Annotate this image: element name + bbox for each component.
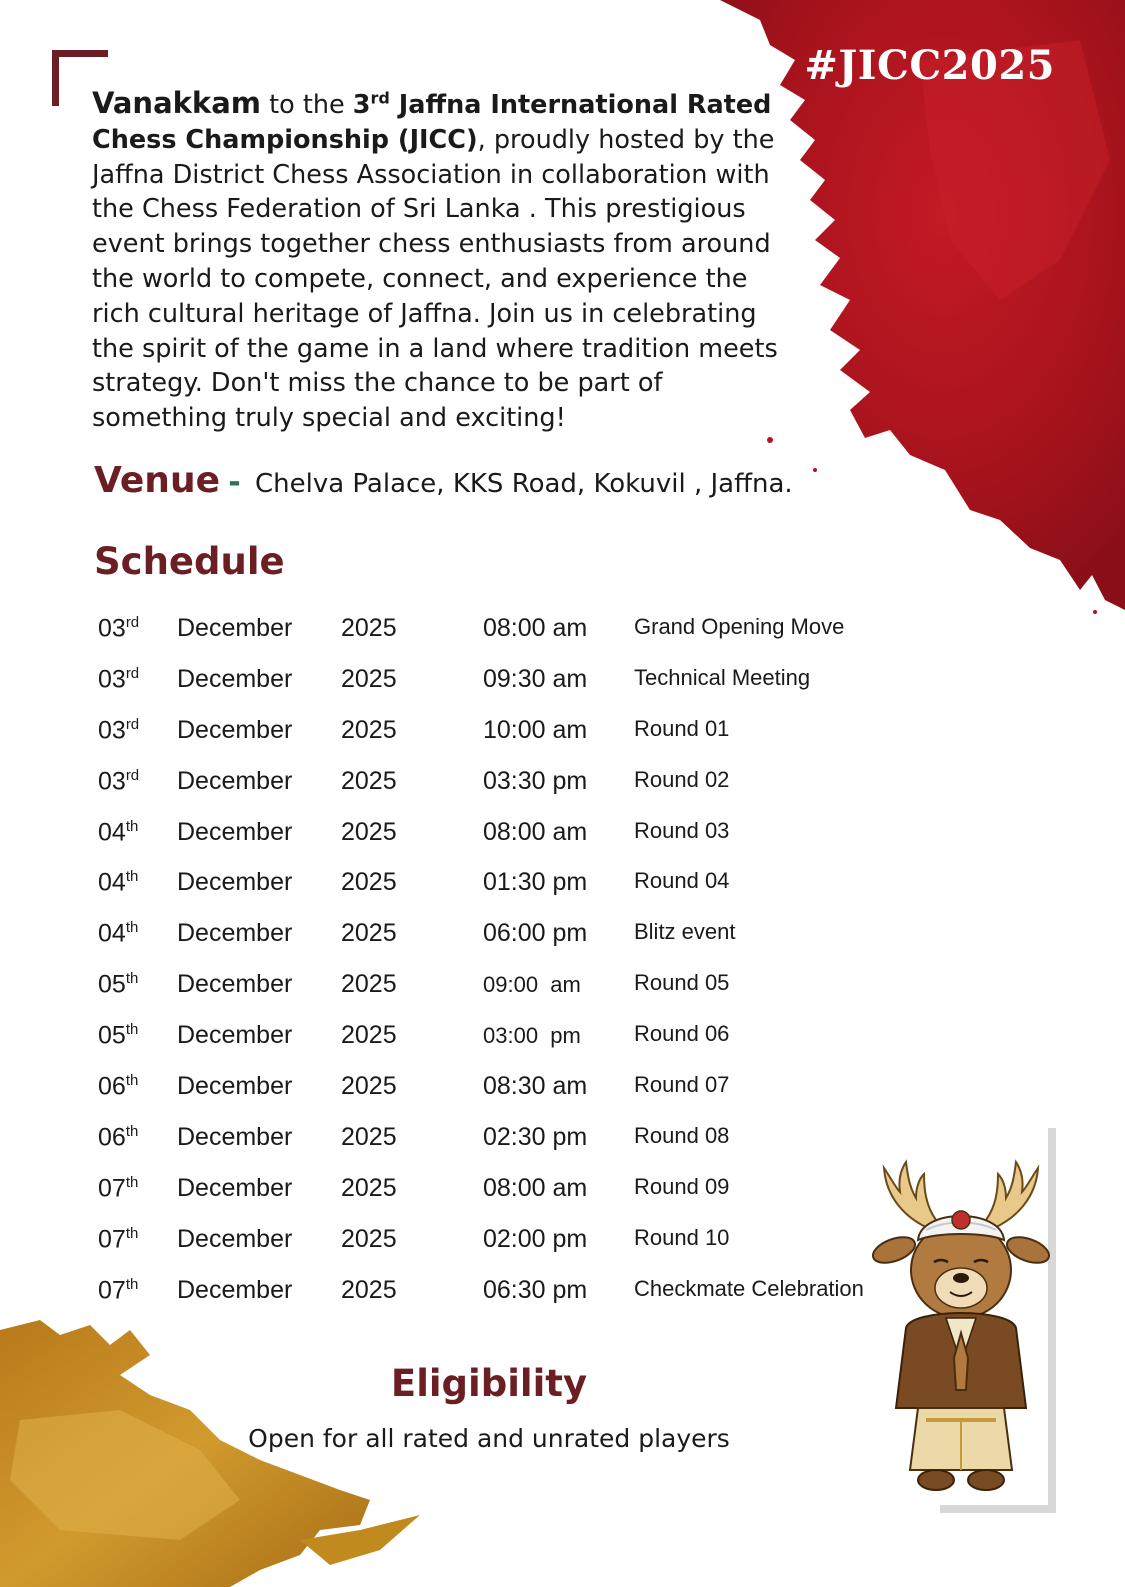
schedule-row (98, 1270, 918, 1321)
schedule-year: 2025 (341, 1122, 397, 1151)
day-number: 04 (98, 919, 126, 948)
eligibility-title: Eligibility (390, 1362, 588, 1405)
venue-line (94, 460, 793, 501)
schedule-row (98, 1015, 918, 1066)
day-number: 07 (98, 1174, 126, 1203)
schedule-event: Round 04 (634, 868, 730, 894)
schedule-month: December (177, 970, 293, 999)
venue-address: Chelva Palace, KKS Road, Kokuvil , Jaffna. (254, 469, 793, 499)
schedule-day (98, 665, 139, 694)
day-number: 07 (98, 1275, 126, 1304)
schedule-time: 03:30 pm (483, 766, 588, 795)
schedule-title: Schedule (94, 540, 285, 583)
schedule-month: December (177, 817, 293, 846)
day-number: 03 (98, 614, 126, 643)
schedule-event: Round 09 (634, 1173, 730, 1199)
schedule-month: December (177, 715, 293, 744)
schedule-row (98, 1117, 918, 1168)
day-number: 04 (98, 868, 126, 897)
schedule-year: 2025 (341, 766, 397, 795)
schedule-time: 09:30 am (483, 664, 588, 693)
day-number: 04 (98, 817, 126, 846)
schedule-event: Round 07 (634, 1072, 730, 1098)
schedule-time: 08:00 am (483, 817, 588, 846)
day-suffix: th (125, 1173, 139, 1191)
day-number: 03 (98, 665, 126, 694)
schedule-month: December (177, 919, 293, 948)
day-suffix: th (125, 970, 139, 988)
day-suffix: th (125, 919, 139, 937)
schedule-day (98, 1072, 138, 1101)
schedule-day (98, 1123, 138, 1152)
schedule-row (98, 1219, 918, 1270)
day-number: 06 (98, 1072, 126, 1101)
day-suffix: rd (125, 614, 140, 631)
schedule-row (98, 761, 918, 812)
schedule-month: December (177, 1072, 293, 1101)
schedule-month: December (177, 614, 293, 642)
deer-mascot-image (866, 1158, 1056, 1498)
schedule-time: 08:00 am (483, 614, 588, 642)
schedule-event: Round 08 (634, 1122, 730, 1148)
ordinal-suffix: rd (370, 88, 390, 108)
day-number: 07 (98, 1225, 126, 1254)
schedule-month: December (177, 766, 293, 795)
schedule-day (98, 1174, 138, 1203)
schedule-year: 2025 (341, 664, 397, 693)
schedule-month: December (177, 1224, 293, 1253)
schedule-year: 2025 (341, 919, 397, 948)
schedule-day (98, 818, 138, 847)
schedule-year: 2025 (341, 1173, 397, 1202)
schedule-event: Round 06 (634, 1021, 730, 1047)
schedule-event: Round 01 (634, 715, 730, 741)
intro-text-2: , proudly hosted by the Jaffna District Chess Association in collaboration with the Chess Federation of Sri Lanka . This prestigious event brings together chess enthusiasts from around the world to compete, connect, and experience the rich cultural heritage of Jaffna. Join us in celebrating the spirit of the game in a land where tradition meets strategy. Don't miss the chance to be part of something truly special and exciting! (92, 124, 778, 434)
day-suffix: th (125, 1224, 139, 1242)
schedule-day (98, 767, 139, 796)
intro-text-1: to the (261, 90, 353, 120)
day-suffix: th (125, 1021, 139, 1039)
schedule-row (98, 1168, 918, 1219)
schedule-event: Round 02 (634, 766, 730, 792)
schedule-table (98, 608, 918, 1320)
schedule-row (98, 659, 918, 710)
day-suffix: th (125, 1275, 139, 1293)
venue-label: Venue (94, 460, 220, 501)
schedule-day (98, 1276, 138, 1305)
schedule-time: 03:00 pm (483, 1023, 581, 1049)
day-number: 03 (98, 716, 126, 745)
schedule-day (98, 716, 139, 745)
schedule-row (98, 812, 918, 863)
schedule-day (98, 1225, 138, 1254)
schedule-row (98, 608, 918, 659)
schedule-month: December (177, 1275, 293, 1304)
schedule-time: 08:30 am (483, 1072, 588, 1101)
schedule-day (98, 919, 138, 948)
schedule-time: 08:00 am (483, 1173, 588, 1202)
schedule-time: 02:00 pm (483, 1224, 588, 1253)
greeting: Vanakkam (92, 86, 262, 120)
ordinal-number: 3 (352, 90, 371, 120)
schedule-event: Grand Opening Move (634, 614, 845, 639)
intro-paragraph (92, 86, 782, 436)
schedule-month: December (177, 1021, 293, 1050)
schedule-row (98, 710, 918, 761)
schedule-day (98, 868, 138, 897)
schedule-year: 2025 (341, 1224, 397, 1253)
venue-dash: - (228, 465, 241, 500)
schedule-event: Round 03 (634, 817, 730, 843)
schedule-time: 10:00 am (483, 715, 588, 744)
day-suffix: th (125, 1122, 139, 1140)
day-number: 05 (98, 1021, 126, 1050)
day-number: 05 (98, 970, 126, 999)
schedule-month: December (177, 1173, 293, 1202)
schedule-day (98, 614, 139, 643)
schedule-event: Round 10 (634, 1224, 730, 1250)
schedule-year: 2025 (341, 614, 397, 642)
day-number: 03 (98, 767, 126, 795)
schedule-year: 2025 (341, 1072, 397, 1101)
day-suffix: rd (125, 715, 140, 733)
mascot-frame-bottom-edge (940, 1505, 1056, 1513)
schedule-day (98, 1021, 138, 1050)
schedule-event: Technical Meeting (634, 664, 811, 690)
day-suffix: rd (125, 766, 140, 784)
schedule-month: December (177, 1122, 293, 1151)
eligibility-text: Open for all rated and unrated players (248, 1424, 730, 1453)
schedule-time: 09:00 am (483, 972, 581, 998)
schedule-year: 2025 (341, 1275, 397, 1304)
schedule-year: 2025 (341, 817, 397, 846)
schedule-year: 2025 (341, 715, 397, 744)
schedule-time: 06:30 pm (483, 1275, 588, 1304)
schedule-row (98, 913, 918, 964)
event-name: Jaffna International Rated Chess Championship (JICC) (92, 90, 772, 155)
schedule-row (98, 862, 918, 913)
schedule-event: Round 05 (634, 970, 730, 996)
schedule-month: December (177, 868, 293, 897)
day-suffix: rd (125, 664, 140, 682)
schedule-event: Blitz event (634, 919, 736, 945)
schedule-time: 01:30 pm (483, 868, 588, 897)
schedule-row (98, 964, 918, 1015)
day-suffix: th (125, 1072, 139, 1090)
schedule-event: Checkmate Celebration (634, 1275, 864, 1301)
day-suffix: th (125, 868, 139, 886)
schedule-time: 02:30 pm (483, 1122, 588, 1151)
schedule-year: 2025 (341, 1021, 397, 1050)
hashtag-title: #JICC2025 (804, 42, 1055, 89)
schedule-year: 2025 (341, 970, 397, 999)
schedule-day (98, 970, 138, 999)
schedule-month: December (177, 664, 293, 693)
day-suffix: th (125, 817, 139, 835)
schedule-row (98, 1066, 918, 1117)
day-number: 06 (98, 1123, 126, 1152)
schedule-time: 06:00 pm (483, 919, 588, 948)
schedule-year: 2025 (341, 868, 397, 897)
